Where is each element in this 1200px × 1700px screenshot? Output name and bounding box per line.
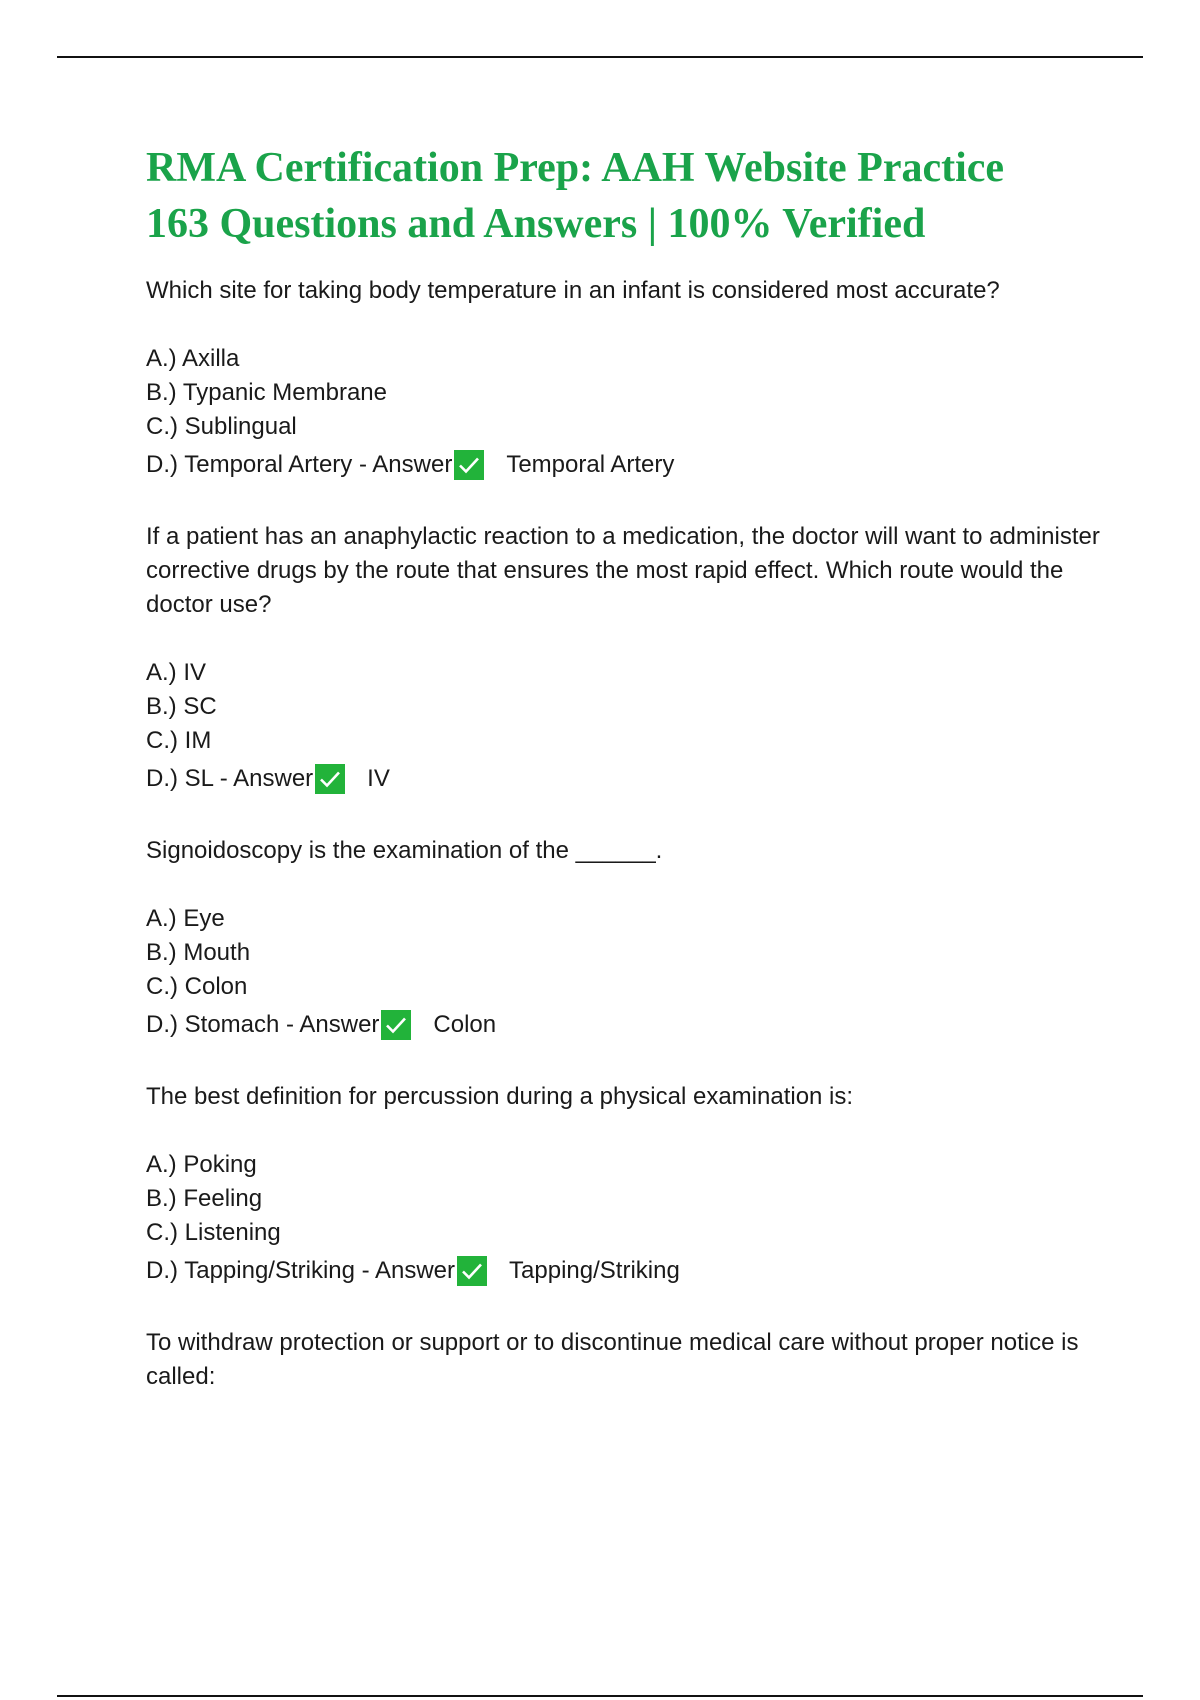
option-a: A.) IV bbox=[146, 659, 207, 686]
option-b: B.) Typanic Membrane bbox=[146, 379, 387, 406]
option-a: A.) Eye bbox=[146, 905, 225, 932]
option-list bbox=[146, 656, 1106, 800]
header-rule bbox=[57, 56, 1143, 58]
option-d: D.) Temporal Artery - Answer bbox=[146, 451, 453, 478]
option-c: C.) Listening bbox=[146, 1219, 281, 1246]
option-c: C.) Colon bbox=[146, 973, 248, 1000]
title-line-1: RMA Certification Prep: AAH Website Practice bbox=[146, 145, 1005, 191]
option-d: D.) Tapping/Striking - Answer bbox=[146, 1257, 456, 1284]
question-text: Signoidoscopy is the examination of the ______. bbox=[146, 837, 663, 864]
option-a: A.) Poking bbox=[146, 1151, 257, 1178]
check-mark-icon bbox=[457, 1256, 487, 1286]
option-c: C.) IM bbox=[146, 727, 212, 754]
option-d: D.) SL - Answer bbox=[146, 765, 314, 792]
option-d-answer-row bbox=[146, 758, 1106, 800]
answer-text: IV bbox=[367, 765, 390, 792]
question-block bbox=[146, 520, 1106, 800]
check-mark-icon bbox=[454, 450, 484, 480]
option-c: C.) Sublingual bbox=[146, 413, 297, 440]
option-b: B.) Mouth bbox=[146, 939, 251, 966]
option-d: D.) Stomach - Answer bbox=[146, 1011, 380, 1038]
document-title bbox=[146, 140, 1106, 252]
option-d-answer-row bbox=[146, 444, 1106, 486]
option-b: B.) SC bbox=[146, 693, 217, 720]
option-d-answer-row bbox=[146, 1004, 1106, 1046]
question-block bbox=[146, 1080, 1106, 1292]
option-list bbox=[146, 1148, 1106, 1292]
option-b: B.) Feeling bbox=[146, 1185, 263, 1212]
option-a: A.) Axilla bbox=[146, 345, 240, 372]
question-text: To withdraw protection or support or to discontinue medical care without proper notice is called: bbox=[146, 1329, 1079, 1390]
footer-rule bbox=[57, 1695, 1143, 1697]
option-d-answer-row bbox=[146, 1250, 1106, 1292]
option-list bbox=[146, 902, 1106, 1046]
check-mark-icon bbox=[381, 1010, 411, 1040]
answer-text: Tapping/Striking bbox=[509, 1257, 680, 1284]
document-body bbox=[146, 140, 1106, 1428]
question-text: The best definition for percussion during a physical examination is: bbox=[146, 1083, 854, 1110]
question-text: Which site for taking body temperature in an infant is considered most accurate? bbox=[146, 277, 1000, 304]
question-text: If a patient has an anaphylactic reaction to a medication, the doctor will want to administer corrective drugs by the route that ensures the most rapid effect. Which route would the doctor use? bbox=[146, 523, 1100, 618]
option-list bbox=[146, 342, 1106, 486]
question-block bbox=[146, 1326, 1106, 1394]
question-block bbox=[146, 274, 1106, 486]
answer-text: Colon bbox=[433, 1011, 497, 1038]
title-line-2: 163 Questions and Answers | 100% Verified bbox=[146, 201, 926, 247]
answer-text: Temporal Artery bbox=[506, 451, 675, 478]
question-block bbox=[146, 834, 1106, 1046]
check-mark-icon bbox=[315, 764, 345, 794]
